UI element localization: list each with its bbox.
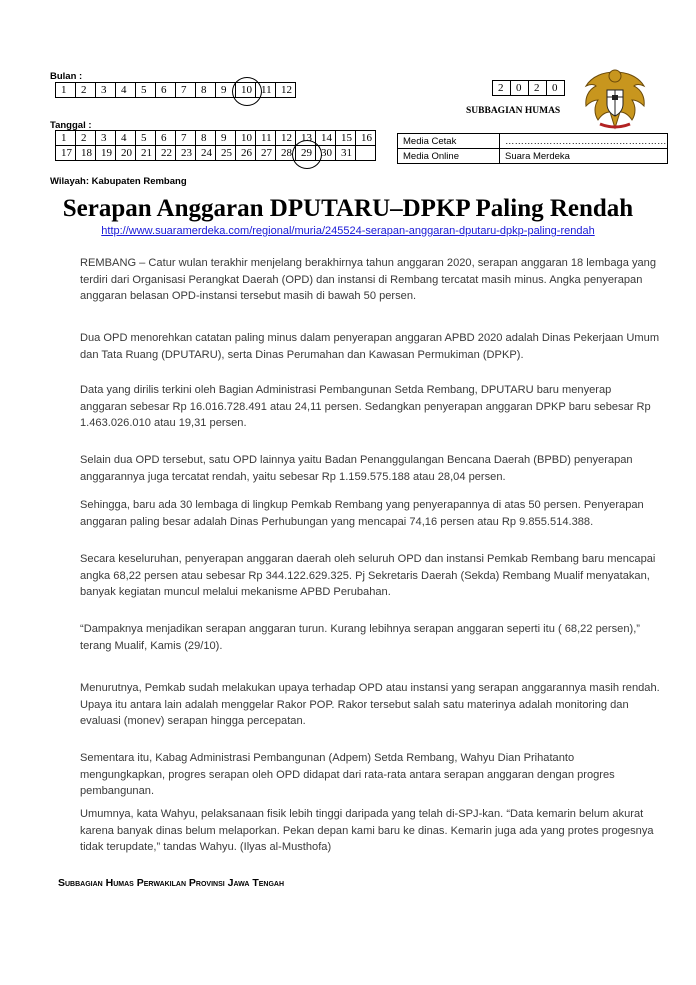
day-cell: 12: [276, 131, 296, 146]
bulan-label: Bulan :: [50, 71, 83, 82]
paragraph: REMBANG – Catur wulan terakhir menjelang berakhirnya tahun anggaran 2020, serapan anggaran 18 lembaga yang terdiri dari Organisasi Perangkat Daerah (OPD) dan instansi di Rembang tercatat masih minus. Angka penyerapan anggaran belasan OPD-instansi tersebut masih di bawah 50 persen.: [80, 257, 657, 302]
day-cell: 16: [356, 131, 376, 146]
paragraph: Umumnya, kata Wahyu, pelaksanaan fisik lebih tinggi daripada yang telah di-SPJ-kan. “Data kemarin belum akurat karena banyak dinas belum melaporkan. Pekan depan kami baru ke dinas. Kemarin juga ada yang protes progesnya tidak terupdate,” tandas Wahyu. (Ilyas al-Musthofa): [80, 808, 654, 853]
day-cell: 2: [76, 131, 96, 146]
paragraph: Sementara itu, Kabag Administrasi Pembangunan (Adpem) Setda Rembang, Wahyu Dian Prihatanto mengungkapkan, progres serapan oleh OPD didapat dari rata-rata antara serapan anggaran dengan progres pembangunan.: [80, 752, 615, 797]
month-cell: 2: [76, 83, 96, 98]
paragraph: Dua OPD menorehkan catatan paling minus dalam penyerapan anggaran APBD 2020 adalah Dinas Pekerjaan Umum dan Tata Ruang (DPUTARU), serta Dinas Perumahan dan Kawasan Permukiman (DPKP).: [80, 332, 660, 361]
article-url[interactable]: http://www.suaramerdeka.com/regional/muria/245524-serapan-anggaran-dputaru-dpkp-paling-rendah: [101, 225, 595, 237]
month-cell: 4: [116, 83, 136, 98]
day-cell: 4: [116, 131, 136, 146]
day-cell: 22: [156, 146, 176, 161]
day-cell: 9: [216, 131, 236, 146]
day-cell: 18: [76, 146, 96, 161]
month-cell: 12: [276, 83, 296, 98]
media-cetak-label: Media Cetak: [398, 134, 500, 149]
month-cell: 9: [216, 83, 236, 98]
unit-label: SUBBAGIAN HUMAS: [466, 106, 561, 116]
day-cell: 14: [316, 131, 336, 146]
month-cell: 3: [96, 83, 116, 98]
day-cell: 30: [316, 146, 336, 161]
wilayah-label: Wilayah: Kabupaten Rembang: [50, 176, 187, 187]
year-digit-cell: 0: [511, 81, 529, 96]
garuda-emblem-icon: [582, 64, 648, 134]
paragraph: Sehingga, baru ada 30 lembaga di lingkup Pemkab Rembang yang penyerapannya di atas 50 persen. Penyerapan anggaran paling besar adalah Dinas Perhubungan yang mencapai 74,16 persen atau Rp 9.855.514.388.: [80, 499, 644, 528]
footer-label: Subbagian Humas Perwakilan Provinsi Jawa Tengah: [58, 877, 285, 889]
article-title: Serapan Anggaran DPUTARU–DPKP Paling Rendah: [62, 195, 634, 222]
paragraph: Menurutnya, Pemkab sudah melakukan upaya terhadap OPD atau instansi yang serapan anggarannya masih rendah. Upaya itu antara lain adalah menggelar Rakor POP. Rakor tersebut salah satu materinya adalah monitoring dan evaluasi (monev) serapan hingga percepatan.: [80, 682, 660, 727]
day-cell: 27: [256, 146, 276, 161]
media-online-value: Suara Merdeka: [500, 149, 668, 164]
day-cell: 25: [216, 146, 236, 161]
day-cell: 15: [336, 131, 356, 146]
month-cell: 5: [136, 83, 156, 98]
media-online-label: Media Online: [398, 149, 500, 164]
day-cell: 23: [176, 146, 196, 161]
day-cell: 17: [56, 146, 76, 161]
day-cell: 19: [96, 146, 116, 161]
day-cell: 20: [116, 146, 136, 161]
paragraph: Selain dua OPD tersebut, satu OPD lainnya yaitu Badan Penanggulangan Bencana Daerah (BPBD) penyerapan anggarannya juga tercatat rendah, yaitu sebesar Rp 1.159.575.188 atau 28,04 persen.: [80, 454, 633, 483]
day-cell: 8: [196, 131, 216, 146]
tanggal-label: Tanggal :: [50, 120, 92, 131]
year-digit-cell: 0: [547, 81, 565, 96]
day-cell: 6: [156, 131, 176, 146]
day-cell: 10: [236, 131, 256, 146]
day-cell: 29: [296, 146, 316, 161]
day-cell: 7: [176, 131, 196, 146]
day-cell: 5: [136, 131, 156, 146]
selection-circle: [232, 77, 262, 106]
month-cell: 6: [156, 83, 176, 98]
day-cell: 26: [236, 146, 256, 161]
day-cell: 11: [256, 131, 276, 146]
year-digit-cell: 2: [529, 81, 547, 96]
year-box: [492, 80, 565, 96]
month-cell: 11: [256, 83, 276, 98]
day-cell: 21: [136, 146, 156, 161]
month-cell: 7: [176, 83, 196, 98]
day-cell: 13: [296, 131, 316, 146]
media-table: [397, 133, 668, 164]
month-cell: 10: [236, 83, 256, 98]
day-cell: 28: [276, 146, 296, 161]
selection-circle: [292, 140, 322, 169]
paragraph: Data yang dirilis terkini oleh Bagian Administrasi Pembangunan Setda Rembang, DPUTARU baru menyerap anggaran sebesar Rp 16.016.728.491 atau 24,11 persen. Sedangkan penyerapan anggaran DPKP baru sebesar Rp 1.463.026.010 atau 19,31 persen.: [80, 384, 651, 429]
paragraph: “Dampaknya menjadikan serapan anggaran turun. Kurang lebihnya serapan anggaran seperti itu ( 68,22 persen),” terang Mualif, Kamis (29/10).: [80, 623, 640, 652]
day-cell: 31: [336, 146, 356, 161]
paragraph: Secara keseluruhan, penyerapan anggaran daerah oleh seluruh OPD dan instansi Pemkab Rembang baru mencapai angka 68,22 persen atau sebesar Rp 344.122.629.325. Pj Sekretaris Daerah (Sekda) Rembang Mualif menyatakan, banyak kegiatan muncul melalui mekanisme APBD Perubahan.: [80, 553, 656, 598]
month-cell: 1: [56, 83, 76, 98]
day-cell: 24: [196, 146, 216, 161]
year-digit-cell: 2: [493, 81, 511, 96]
day-cell: 3: [96, 131, 116, 146]
month-cell: 8: [196, 83, 216, 98]
day-grid: [55, 130, 376, 161]
day-cell: [356, 146, 376, 161]
day-cell: 1: [56, 131, 76, 146]
media-cetak-value: ……………………………………………: [500, 134, 668, 149]
